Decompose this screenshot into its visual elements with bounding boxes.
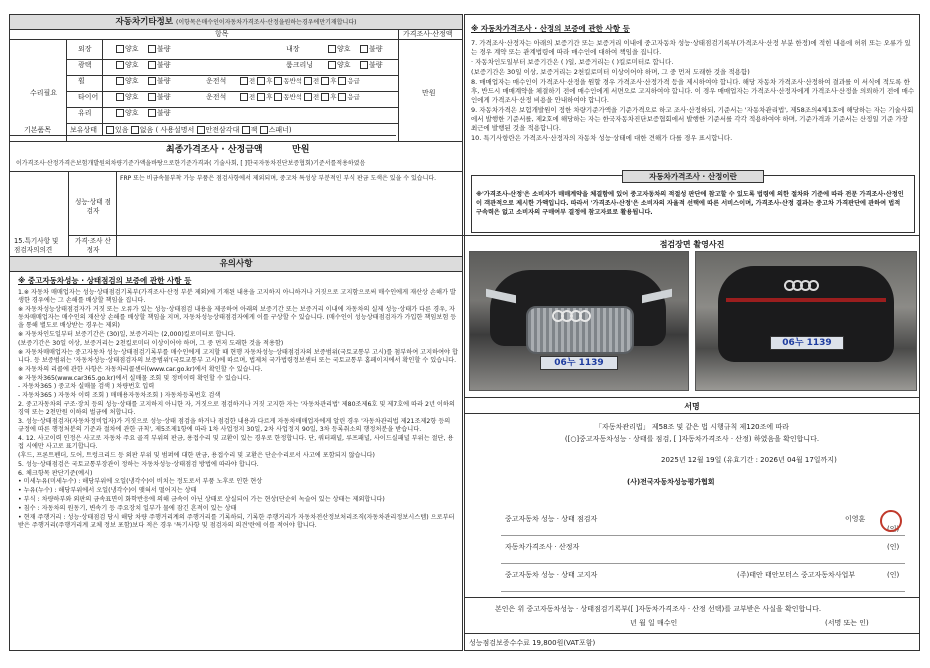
basic-status-text: 보유상태 (70, 126, 98, 134)
front-license-plate: 06누 1139 (540, 356, 618, 370)
signature-seal-mark: (인) (887, 525, 900, 533)
condition-good-checkbox[interactable]: 양호 (328, 45, 351, 53)
caution-item: (후드, 프론트펜더, 도어, 트렁크리드 등 외판 부위 및 범퍼에 대한 판금, 용접수리 및 교환은 단순수리로서 사고에 포함되지 않습니다) (18, 451, 375, 459)
caution-item: ※ 자동차매매업자는 중고자동차 성능·상태점검기록부를 매수인에게 고지할 때 현행 자동차성능·상태점검자의 보증범위(국토교통부 고시)를 첨부하여 고지하여야 합니다. 등 보증범위는 '자동차성능·상태점검자의 보증범위'(국토교통부 고시)에 따르며, 법제처 국가법령정보센터 또는 국토교통부 홈페이지에서 확인할 수 있습니다. (18, 348, 458, 364)
other-info-header (10, 15, 462, 30)
col-price-header: 가격조사·산정액 (403, 30, 453, 38)
receipt-signature: (서명 또는 인) (825, 619, 869, 627)
condition-good-checkbox[interactable]: 양호 (116, 45, 139, 53)
condition-bad-checkbox[interactable]: 불량 (148, 61, 171, 69)
checkbox[interactable] (106, 126, 114, 134)
signature-row-label: 중고자동차 성능 · 상태 점검자 (505, 515, 598, 523)
law-line-1: 「자동차관리법」 제58조 및 같은 법 시행규칙 제120조에 따라 (595, 423, 789, 431)
receipt-date: 년 월 일 매수인 (630, 619, 678, 627)
caution-item: • 부식 : 차량하부와 외판의 금속표면이 화학반응에 의해 금속이 아닌 상태로 상실되어 가는 현상(단순히 녹슬어 있는 상태는 제외합니다) (18, 495, 385, 503)
repair-row-label: 유리 (78, 109, 92, 117)
repair-row (10, 107, 398, 123)
caution-item: 1.※ 자동차 매매업자는 성능·상태점검기록부(가격조사·산정 부분 제외)에 기재된 내용을 고지하지 아니하거나 거짓으로 고지함으로써 매수인에게 재산상 손해가 발생한 경우에는 그 손해를 배상할 책임을 집니다. (18, 289, 456, 305)
organization-name: (사)전국자동차성능평가협회 (627, 478, 715, 486)
caution-item: ※ 자동차성능상태점검자가 거짓 또는 오류가 있는 성능·상태점검 내용을 제공하여 아래의 보증기간 또는 보증거리 이내에 자동차의 실제 성능·상태가 다른 경우, 자동차매매업자는 매수인의 재산상 손해를 배상할 책임을 지며, 자동차성능상태점검자에게 이를 구상할 수 있습니다. (매수인이 성능상태점검자가 가입한 책임보험 등을 통해 별도로 배상받는 경우는 제외) (18, 306, 457, 330)
wheel-position-checkboxes[interactable]: 전 후 동반석 전 후 응급 (240, 77, 360, 85)
signature-row-value: (주)태안 태안모터스 중고자동차사업부 (737, 571, 856, 579)
issue-date: 2025년 12월 19일 (유효기간 : 2026년 04월 17일까지) (661, 456, 837, 464)
price-warranty-item: · 자동차인도일부터 보증기간은 ( )일, 보증거리는 ( )킬로미터로 합니다. (471, 58, 674, 66)
condition-good-checkbox[interactable]: 양호 (116, 109, 139, 117)
repair-row-label: 외장 (78, 45, 92, 53)
caution-item: • 미세누유(미세누수) : 해당부위에 오일(냉각수)이 비치는 정도로서 부품 노후로 인한 현상 (18, 478, 263, 486)
caution-item: • 침수 : 자동차의 원동기, 변속기 등 주요장치 일부가 물에 잠긴 흔적이 있는 상태 (18, 504, 237, 512)
rear-license-plate: 06누 1139 (770, 336, 844, 350)
receipt-text: 본인은 위 중고자동차성능 · 상태점검기록부([ ]자동차가격조사 · 산정 선택)를 교부받은 사실을 확인합니다. (495, 605, 822, 613)
price-unit-man: 만원 (422, 89, 436, 97)
condition-bad-checkbox[interactable]: 불량 (148, 109, 171, 117)
signature-row-label: 중고자동차 성능 · 상태 고지자 (505, 571, 598, 579)
repair-row-label-2: 운전석 (206, 77, 227, 85)
other-info-note: (이항목은매수인이자동차가격조사·산정을원하는경우에만기재합니다) (175, 19, 357, 26)
caution-item: ※ 자동차의 리콜에 관한 사항은 자동차리콜센터(www.car.go.kr)에서 확인할 수 있습니다. (18, 365, 263, 373)
signature-section-title: 서명 (684, 402, 700, 411)
condition-good-checkbox[interactable]: 양호 (116, 93, 139, 101)
caution-item: 6. 체크항목 판단기준(예시) (18, 469, 93, 477)
caution-item: - 자동차365 ) 중고차 실매물 검색 ) 차량번호 입력 (18, 383, 155, 391)
caution-header: 유의사항 (10, 256, 462, 272)
price-warranty-item: 9. 자동차가격은 보험개발원이 정한 차량기준가액을 기준가격으로 하고 조사·산정하되, 기준서는 '자동차관리법', 제58조의4제1호에 해당하는 자는 기술사회에서 발행한 기준서를, 제2호에 해당하는 자는 한국자동차진단보증협회에서 발행한 기준서를 각각 적용하여야 하며, 기준가격과 기준서는 산정일 기준 가장 최근에 발행된 것을 적용합니다. (471, 106, 914, 132)
condition-good-checkbox[interactable]: 양호 (328, 61, 351, 69)
signature-row-value: 이영훈 (845, 515, 866, 523)
price-warranty-item: 10. 특기사항란은 가격조사·산정자의 자동차 성능·상태에 대한 견해가 다를 경우 표시합니다. (471, 134, 733, 142)
caution-item: 2. 중고자동차의 구조·장치 등의 성능·상태를 고지하지 아니한 자, 거짓으로 점검하거나 거짓 고지한 자는 '자동차관리법' 제80조제6호 및 제7호에 따라 2년 이하의 징역 또는 2천만원 이하의 벌금에 처합니다. (18, 400, 455, 417)
condition-bad-checkbox[interactable]: 불량 (148, 45, 171, 53)
caution-item: (보증기간은 30일 이상, 보증거리는 2천킬로미터 이상이어야 하며, 그 중 먼저 도래한 것을 적용함) (18, 340, 284, 347)
repair-row-label: 휠 (78, 77, 85, 85)
car-logo (784, 280, 832, 291)
special-notes-label: 15.특기사항 및 점검자의의견 (14, 237, 59, 254)
rear-view-photo (695, 251, 917, 391)
caution-item: ※ 자동차인도일부터 보증기간은 (30)일, 보증거리는 (2,000)킬로미터로 합니다. (18, 331, 236, 339)
caution-list (18, 289, 458, 531)
caution-item: 4. 12. 사고이력 인정은 사고로 자동차 주요 골격 부위의 판금, 용접수리 및 교환이 있는 경우로 한정합니다. 단, 쿼터패널, 루프패널, 사이드실패널 부위는 절단, 용접 시에만 사고로 표기합니다. (18, 434, 454, 451)
basic-items-label: 기본품목 (24, 126, 52, 134)
repair-row-label: 타이어 (78, 93, 99, 101)
repair-row (10, 59, 398, 75)
condition-bad-checkbox[interactable]: 불량 (148, 77, 171, 85)
photo-section-title: 점검장면 촬영사진 (659, 240, 725, 249)
signature-seal-mark: (인) (887, 571, 900, 579)
condition-bad-checkbox[interactable]: 불량 (360, 45, 383, 53)
condition-bad-checkbox[interactable]: 불량 (148, 93, 171, 101)
repair-row (10, 75, 398, 91)
checkbox[interactable] (197, 126, 205, 134)
caution-item: 5. 성능·상태점검은 국토교통부장관이 정하는 자동차성능·상태점검 방법에 따라야 합니다. (18, 460, 259, 468)
repair-row-label: 광택 (78, 61, 92, 69)
caution-item: - 자동차365 ) 자동차 이력 조회 ) 매매용자동차조회 ) 자동차등록번호 검색 (18, 392, 221, 400)
signature-row-label: 자동차가격조사 · 산정자 (505, 543, 580, 551)
checkbox[interactable] (242, 126, 250, 134)
caution-item: ※ 자동차365(www.car365.go.kr)에서 실매물 조회 및 정비이력 확인할 수 있습니다. (18, 374, 251, 382)
price-warranty-item: (보증기간은 30일 이상, 보증거리는 2천킬로미터 이상이어야 하며, 그 중 먼저 도래한 것을 적용함) (471, 68, 750, 76)
price-warranty-heading: ※ 자동차가격조사 · 산정의 보증에 관한 사항 등 (471, 24, 630, 33)
caution-heading: ※ 중고자동차성능 · 상태점검의 보증에 관한 사항 등 (18, 276, 192, 285)
repair-row (10, 91, 398, 107)
price-warranty-list (471, 39, 915, 144)
appraiser-label: 가격·조사 산정자 (74, 237, 112, 254)
final-price-unit: 만원 (292, 145, 310, 155)
basic-options: 있음 없음 ( 사용설명서 안전삼각대 잭 스패너) (106, 126, 292, 134)
left-column (9, 14, 463, 651)
other-info-title: 자동차기타정보 (115, 17, 174, 27)
wheel-position-checkboxes[interactable]: 전 후 동반석 전 후 응급 (240, 93, 360, 101)
law-line-2: ([○]중고자동차성능 · 상태를 점검, [ ]자동차가격조사 · 산정) 하였음을 확인합니다. (564, 435, 820, 443)
caution-item: 3. 성능·상태점검자(자동차정비업자)가 거짓으로 성능·상태 점검을 하거나 점검한 내용과 다르게 자동차매매업자에게 알린 경우 '자동차관리법 제21조제2항 등의 규정에 따른 행정처분의 기준과 절차에 관한 규칙', 제5조제1항에 따라 1차 사업정지 30일, 2차 사업정지 90일, 3차 등록취소의 행정처분을 받습니다. (18, 417, 451, 434)
price-warranty-item: 7. 가격조사·산정자는 아래의 보증기간 또는 보증거리 이내에 중고자동차 성능·상태점검기록부(가격조사·산정 부분 한정)에 적힌 내용에 허위 또는 오류가 있는 경우 계약 또는 관계법령에 따라 매수인에 대하여 책임을 집니다. (471, 39, 911, 56)
inspector-label: 성능·상태 점검자 (74, 198, 112, 215)
checkbox[interactable] (260, 126, 268, 134)
checkbox[interactable] (131, 126, 139, 134)
inspection-fee: 성능점검보증수수료 19,800원(VAT포함) (469, 639, 596, 647)
signature-seal-mark: (인) (887, 543, 900, 551)
price-definition-text: ※'가격조사·산정'은 소비자가 매매계약을 체결함에 있어 중고자동차의 적절성 판단에 참고할 수 있도록 법령에 의한 절차와 기준에 따라 전문 가격조사·산정인이 객관적으로 제시한 가액입니다. 따라서 '가격조사·산정'은 소비자의 자율적 선택에 따른 서비스이며, 가격조사·산정 결과는 중고차 가격판단에 관하여 법적 구속력은 없고 소비자의 구매여부 결정에 참고자료로 활용됩니다. (476, 191, 904, 216)
caution-item: • 누유(누수) : 해당부위에서 오일(냉각수)이 맺혀서 떨어지는 상태 (18, 487, 197, 495)
repair-needed-label: 수리필요 (30, 89, 58, 97)
repair-row (10, 43, 398, 59)
final-price-title: 최종가격조사 · 산정금액 (166, 145, 263, 155)
condition-good-checkbox[interactable]: 양호 (116, 61, 139, 69)
inspector-notes: FRP 또는 비금속물부착 가능 부품은 점검사항에서 제외되며, 중고차 특성상 부분적인 부식 판금 도색은 있을 수 있습니다. (120, 175, 437, 182)
condition-bad-checkbox[interactable]: 불량 (360, 61, 383, 69)
right-column (464, 14, 920, 651)
inspector-seal-stamp (880, 510, 902, 532)
repair-row-label-2: 룸크리닝 (286, 61, 314, 69)
caution-item: • 현재 주행거리 : 성능·상태점검 당시 해당 차량 주행거리계의 주행거리를 기록하되, 기록한 주행거리가 자동차전산정보처리조직(자동차관리정보시스템) 으로부터 받은 주행거리(주행거리계 교체 정보 포함)보다 적은 경우 '특기사항 및 점검자의 의견'란에 이를 적어야 합니다. (18, 513, 455, 529)
front-view-photo (469, 251, 689, 391)
final-price-note: 이가격조사·산정가격은보험개발원의차량기준가액을바탕으로한기준가격과( 기술사회, [ ]한국자동차진단보증협회)기준서를적용하였음 (16, 160, 366, 167)
price-definition-title: 자동차가격조사 · 산정이란 (622, 170, 764, 183)
car-logo (552, 310, 604, 322)
col-item-header: 항목 (215, 30, 229, 38)
price-warranty-item: 8. 매매업자는 매수인이 가격조사·산정을 원할 경우 가격조사·산정가격 등을 제시하여야 합니다. 해당 자동차 가격조사·산정하여 결과를 이 서식에 적도록 한 후, 반드시 매매계약을 체결하기 전에 매수인에게 서면으로 고지하여야 합니다. 이 경우 매매업자는 가격조사·산정자에게 가격조사·산정을 의뢰하기 전에 매수인에게 가격조사·산정 비용을 안내하여야 합니다. (471, 78, 915, 104)
condition-good-checkbox[interactable]: 양호 (116, 77, 139, 85)
price-definition-box (471, 172, 915, 233)
repair-row-label-2: 내장 (286, 45, 300, 53)
repair-row-label-2: 운전석 (206, 93, 227, 101)
